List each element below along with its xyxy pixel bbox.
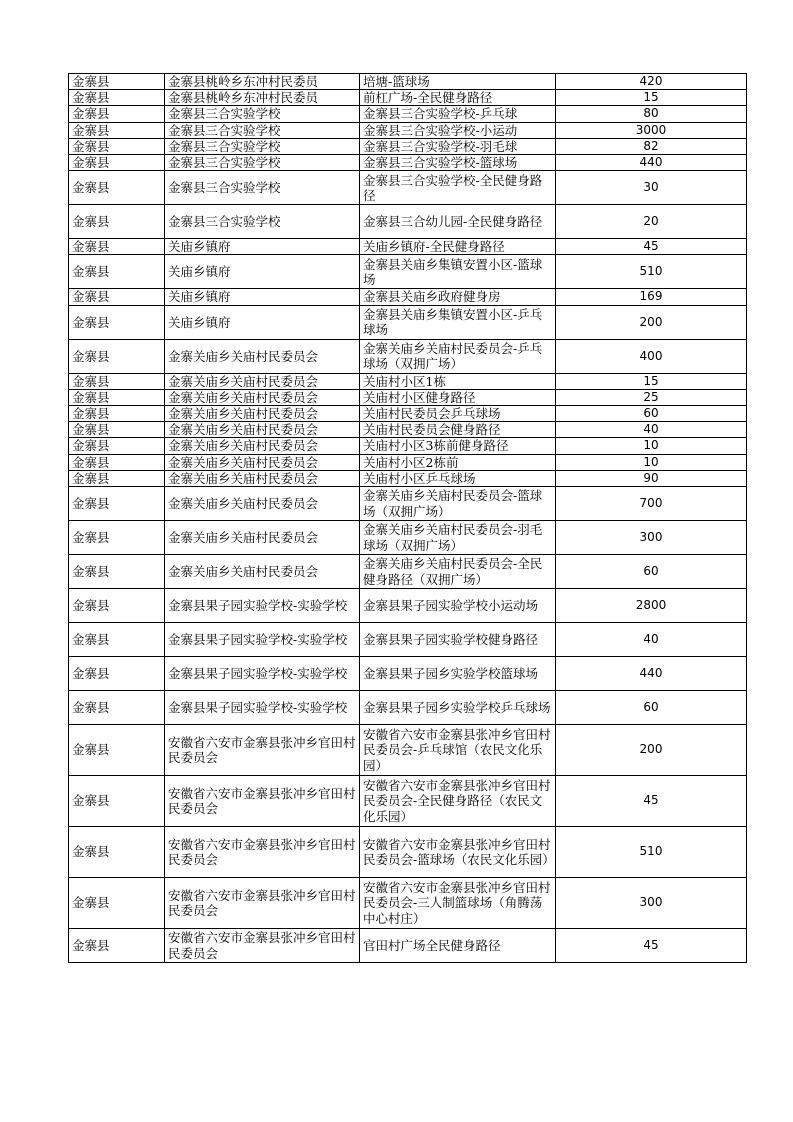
unit-cell: 金寨县果子园实验学校-实验学校 xyxy=(165,623,360,657)
county-cell: 金寨县 xyxy=(69,589,165,623)
venue-cell: 培塘-篮球场 xyxy=(360,74,556,90)
unit-cell: 金寨县三合实验学校 xyxy=(165,205,360,239)
county-cell: 金寨县 xyxy=(69,422,165,438)
count-cell: 700 xyxy=(556,487,747,521)
county-cell: 金寨县 xyxy=(69,725,165,776)
table-row xyxy=(69,470,747,486)
table-row xyxy=(69,776,747,827)
venue-cell: 金寨关庙乡关庙村民委员会-篮球场（双拥广场） xyxy=(360,487,556,521)
county-cell: 金寨县 xyxy=(69,438,165,454)
count-cell: 420 xyxy=(556,74,747,90)
venue-cell: 金寨县果子园实验学校小运动场 xyxy=(360,589,556,623)
unit-cell: 金寨关庙乡关庙村民委员会 xyxy=(165,438,360,454)
county-cell: 金寨县 xyxy=(69,138,165,154)
venue-cell: 金寨县三合实验学校-全民健身路径 xyxy=(360,171,556,205)
venue-cell: 关庙村小区1栋 xyxy=(360,373,556,389)
count-cell: 2800 xyxy=(556,589,747,623)
table-row xyxy=(69,438,747,454)
venue-cell: 安徽省六安市金寨县张冲乡官田村民委员会-篮球场（农民文化乐园） xyxy=(360,827,556,878)
data-table xyxy=(68,73,747,963)
table-row xyxy=(69,373,747,389)
table-row xyxy=(69,691,747,725)
table-row xyxy=(69,106,747,122)
venue-cell: 金寨县三合幼儿园-全民健身路径 xyxy=(360,205,556,239)
count-cell: 510 xyxy=(556,827,747,878)
unit-cell: 金寨关庙乡关庙村民委员会 xyxy=(165,487,360,521)
table-row xyxy=(69,171,747,205)
county-cell: 金寨县 xyxy=(69,555,165,589)
unit-cell: 关庙乡镇府 xyxy=(165,239,360,255)
county-cell: 金寨县 xyxy=(69,205,165,239)
unit-cell: 金寨关庙乡关庙村民委员会 xyxy=(165,339,360,373)
table-row xyxy=(69,623,747,657)
venue-cell: 金寨县关庙乡集镇安置小区-乒乓球场 xyxy=(360,305,556,339)
count-cell: 30 xyxy=(556,171,747,205)
count-cell: 440 xyxy=(556,657,747,691)
count-cell: 10 xyxy=(556,438,747,454)
unit-cell: 关庙乡镇府 xyxy=(165,255,360,289)
count-cell: 82 xyxy=(556,138,747,154)
table-row xyxy=(69,155,747,171)
count-cell: 20 xyxy=(556,205,747,239)
count-cell: 10 xyxy=(556,454,747,470)
table-row xyxy=(69,205,747,239)
table-body xyxy=(69,74,747,963)
unit-cell: 金寨关庙乡关庙村民委员会 xyxy=(165,422,360,438)
unit-cell: 金寨关庙乡关庙村民委员会 xyxy=(165,406,360,422)
unit-cell: 金寨县果子园实验学校-实验学校 xyxy=(165,657,360,691)
venue-cell: 金寨县关庙乡政府健身房 xyxy=(360,289,556,305)
unit-cell: 安徽省六安市金寨县张冲乡官田村民委员会 xyxy=(165,929,360,963)
county-cell: 金寨县 xyxy=(69,406,165,422)
table-row xyxy=(69,521,747,555)
unit-cell: 安徽省六安市金寨县张冲乡官田村民委员会 xyxy=(165,878,360,929)
count-cell: 510 xyxy=(556,255,747,289)
venue-cell: 金寨县果子园乡实验学校乒乓球场 xyxy=(360,691,556,725)
count-cell: 169 xyxy=(556,289,747,305)
count-cell: 300 xyxy=(556,521,747,555)
venue-cell: 金寨关庙乡关庙村民委员会-羽毛球场（双拥广场） xyxy=(360,521,556,555)
count-cell: 40 xyxy=(556,422,747,438)
county-cell: 金寨县 xyxy=(69,657,165,691)
table-row xyxy=(69,555,747,589)
venue-cell: 金寨县三合实验学校-羽毛球 xyxy=(360,138,556,154)
count-cell: 440 xyxy=(556,155,747,171)
count-cell: 300 xyxy=(556,878,747,929)
unit-cell: 关庙乡镇府 xyxy=(165,305,360,339)
table-row xyxy=(69,305,747,339)
table-row xyxy=(69,406,747,422)
unit-cell: 金寨县果子园实验学校-实验学校 xyxy=(165,589,360,623)
county-cell: 金寨县 xyxy=(69,776,165,827)
count-cell: 40 xyxy=(556,623,747,657)
venue-cell: 安徽省六安市金寨县张冲乡官田村民委员会-三人制篮球场（角腾荡中心村庄） xyxy=(360,878,556,929)
count-cell: 200 xyxy=(556,725,747,776)
table-row xyxy=(69,929,747,963)
count-cell: 200 xyxy=(556,305,747,339)
county-cell: 金寨县 xyxy=(69,255,165,289)
venue-cell: 金寨县三合实验学校-篮球场 xyxy=(360,155,556,171)
unit-cell: 金寨县果子园实验学校-实验学校 xyxy=(165,691,360,725)
count-cell: 25 xyxy=(556,389,747,405)
county-cell: 金寨县 xyxy=(69,454,165,470)
unit-cell: 安徽省六安市金寨县张冲乡官田村民委员会 xyxy=(165,725,360,776)
venue-cell: 金寨关庙乡关庙村民委员会-全民健身路径（双拥广场） xyxy=(360,555,556,589)
unit-cell: 金寨县三合实验学校 xyxy=(165,171,360,205)
venue-cell: 安徽省六安市金寨县张冲乡官田村民委员会-全民健身路径（农民文化乐园） xyxy=(360,776,556,827)
unit-cell: 安徽省六安市金寨县张冲乡官田村民委员会 xyxy=(165,827,360,878)
county-cell: 金寨县 xyxy=(69,691,165,725)
unit-cell: 金寨县桃岭乡东冲村民委员 xyxy=(165,90,360,106)
count-cell: 15 xyxy=(556,90,747,106)
county-cell: 金寨县 xyxy=(69,289,165,305)
venue-cell: 关庙村小区健身路径 xyxy=(360,389,556,405)
count-cell: 45 xyxy=(556,929,747,963)
county-cell: 金寨县 xyxy=(69,470,165,486)
table-row xyxy=(69,122,747,138)
table-row xyxy=(69,289,747,305)
venue-cell: 金寨关庙乡关庙村民委员会-乒乓球场（双拥广场） xyxy=(360,339,556,373)
unit-cell: 金寨县桃岭乡东冲村民委员 xyxy=(165,74,360,90)
county-cell: 金寨县 xyxy=(69,122,165,138)
count-cell: 400 xyxy=(556,339,747,373)
county-cell: 金寨县 xyxy=(69,389,165,405)
venue-cell: 关庙村小区乒乓球场 xyxy=(360,470,556,486)
table-row xyxy=(69,339,747,373)
unit-cell: 安徽省六安市金寨县张冲乡官田村民委员会 xyxy=(165,776,360,827)
table-row xyxy=(69,878,747,929)
county-cell: 金寨县 xyxy=(69,827,165,878)
unit-cell: 关庙乡镇府 xyxy=(165,289,360,305)
count-cell: 60 xyxy=(556,406,747,422)
venue-cell: 官田村广场全民健身路径 xyxy=(360,929,556,963)
county-cell: 金寨县 xyxy=(69,623,165,657)
unit-cell: 金寨关庙乡关庙村民委员会 xyxy=(165,373,360,389)
unit-cell: 金寨关庙乡关庙村民委员会 xyxy=(165,470,360,486)
venue-cell: 关庙乡镇府-全民健身路径 xyxy=(360,239,556,255)
unit-cell: 金寨县三合实验学校 xyxy=(165,155,360,171)
venue-cell: 前杠广场-全民健身路径 xyxy=(360,90,556,106)
county-cell: 金寨县 xyxy=(69,155,165,171)
table-row xyxy=(69,389,747,405)
count-cell: 45 xyxy=(556,239,747,255)
unit-cell: 金寨关庙乡关庙村民委员会 xyxy=(165,389,360,405)
table-row xyxy=(69,239,747,255)
venue-cell: 金寨县果子园实验学校健身路径 xyxy=(360,623,556,657)
venue-cell: 金寨县三合实验学校-小运动 xyxy=(360,122,556,138)
venue-cell: 金寨县果子园乡实验学校篮球场 xyxy=(360,657,556,691)
table-row xyxy=(69,454,747,470)
count-cell: 80 xyxy=(556,106,747,122)
table-row xyxy=(69,74,747,90)
count-cell: 90 xyxy=(556,470,747,486)
unit-cell: 金寨关庙乡关庙村民委员会 xyxy=(165,454,360,470)
venue-cell: 关庙村民委员会健身路径 xyxy=(360,422,556,438)
county-cell: 金寨县 xyxy=(69,373,165,389)
county-cell: 金寨县 xyxy=(69,339,165,373)
unit-cell: 金寨县三合实验学校 xyxy=(165,138,360,154)
table-row xyxy=(69,725,747,776)
table-row xyxy=(69,138,747,154)
table-row xyxy=(69,657,747,691)
county-cell: 金寨县 xyxy=(69,929,165,963)
unit-cell: 金寨县三合实验学校 xyxy=(165,106,360,122)
table-row xyxy=(69,589,747,623)
county-cell: 金寨县 xyxy=(69,239,165,255)
venue-cell: 关庙村民委员会乒乓球场 xyxy=(360,406,556,422)
county-cell: 金寨县 xyxy=(69,521,165,555)
county-cell: 金寨县 xyxy=(69,305,165,339)
table-row xyxy=(69,422,747,438)
count-cell: 3000 xyxy=(556,122,747,138)
venue-cell: 安徽省六安市金寨县张冲乡官田村民委员会-乒乓球馆（农民文化乐园） xyxy=(360,725,556,776)
venue-cell: 金寨县关庙乡集镇安置小区-篮球场 xyxy=(360,255,556,289)
table-row xyxy=(69,90,747,106)
unit-cell: 金寨关庙乡关庙村民委员会 xyxy=(165,555,360,589)
count-cell: 60 xyxy=(556,555,747,589)
table-row xyxy=(69,487,747,521)
county-cell: 金寨县 xyxy=(69,74,165,90)
venue-cell: 关庙村小区3栋前健身路径 xyxy=(360,438,556,454)
venue-cell: 关庙村小区2栋前 xyxy=(360,454,556,470)
count-cell: 45 xyxy=(556,776,747,827)
county-cell: 金寨县 xyxy=(69,90,165,106)
county-cell: 金寨县 xyxy=(69,106,165,122)
table-row xyxy=(69,255,747,289)
county-cell: 金寨县 xyxy=(69,171,165,205)
unit-cell: 金寨关庙乡关庙村民委员会 xyxy=(165,521,360,555)
count-cell: 15 xyxy=(556,373,747,389)
venue-cell: 金寨县三合实验学校-乒乓球 xyxy=(360,106,556,122)
count-cell: 60 xyxy=(556,691,747,725)
county-cell: 金寨县 xyxy=(69,487,165,521)
table-row xyxy=(69,827,747,878)
county-cell: 金寨县 xyxy=(69,878,165,929)
unit-cell: 金寨县三合实验学校 xyxy=(165,122,360,138)
